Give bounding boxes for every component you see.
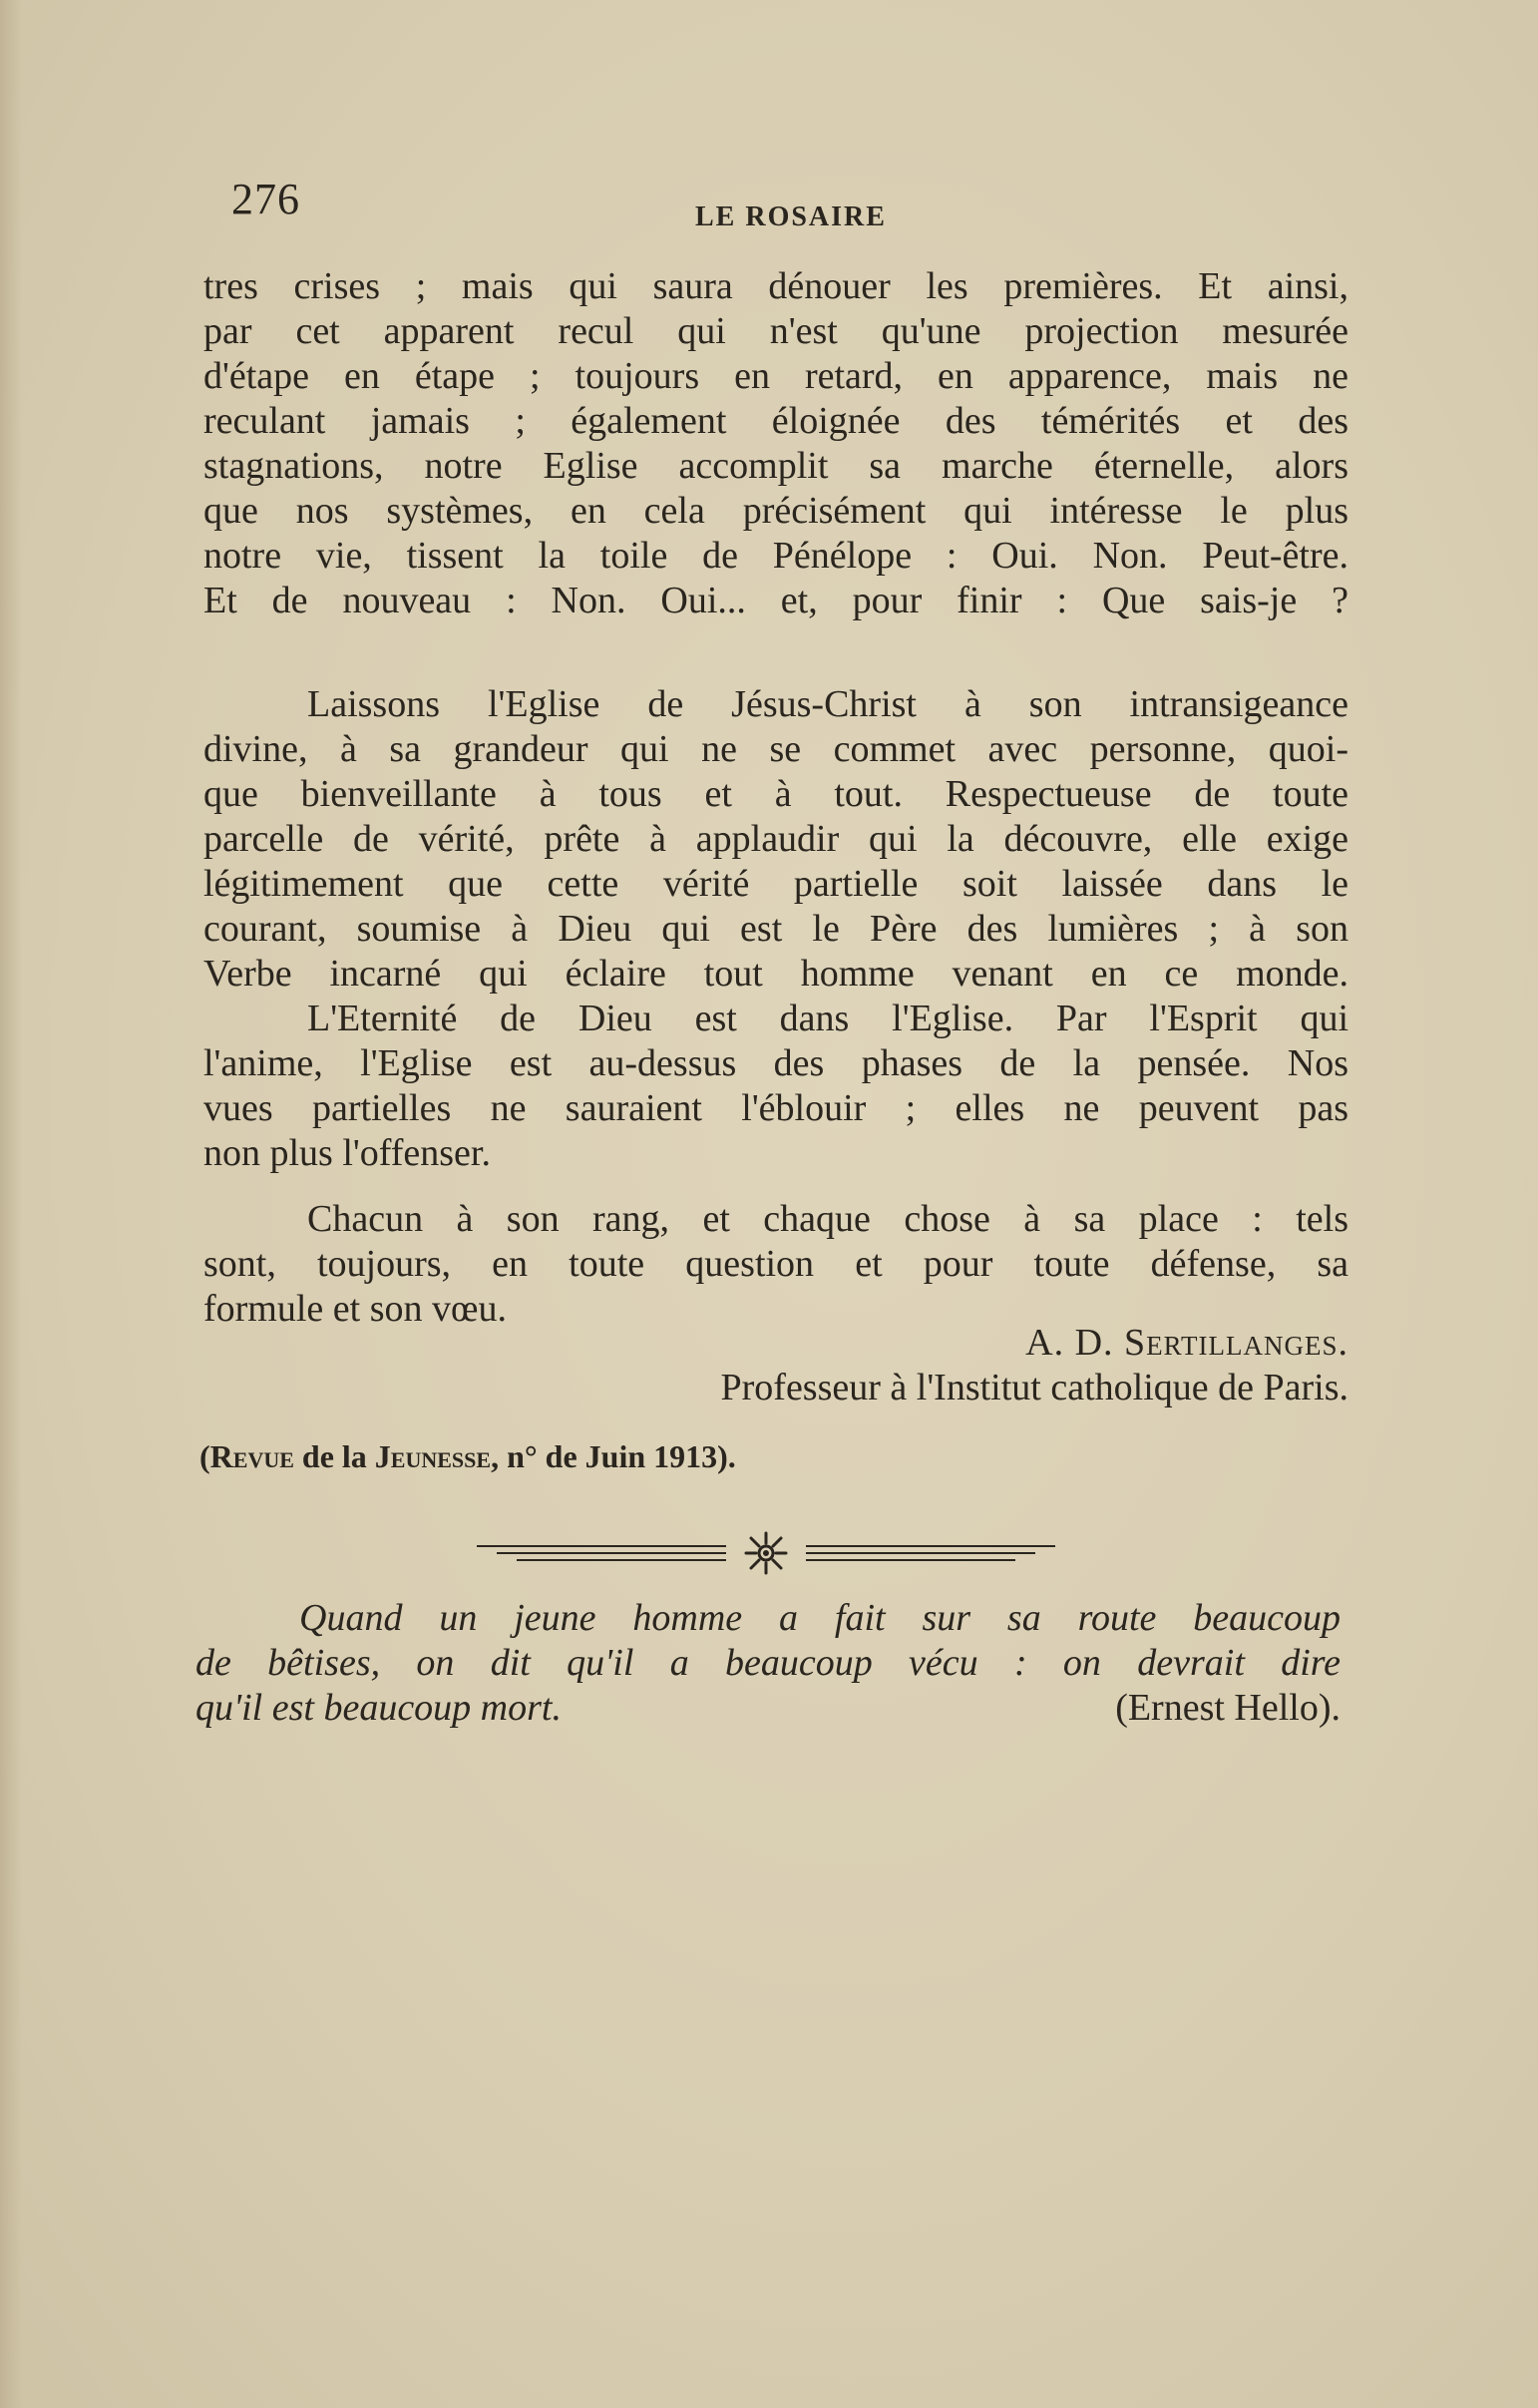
paragraph-line: que bienveillante à tous et à tout. Respectueuse de toute	[203, 773, 1348, 815]
paragraph-3	[203, 1197, 1348, 1332]
paragraph-line: Verbe incarné qui éclaire tout homme venant en ce monde.	[203, 953, 1348, 995]
paragraph-line: que nos systèmes, en cela précisément qui intéresse le plus	[203, 490, 1348, 532]
signature-block	[721, 1321, 1349, 1410]
paragraph-line: L'Eternité de Dieu est dans l'Eglise. Par l'Esprit qui	[307, 998, 1348, 1039]
paragraph-line: tres crises ; mais qui saura dénouer les premières. Et ainsi,	[203, 265, 1348, 307]
paragraph-line: parcelle de vérité, prête à applaudir qui la découvre, elle exige	[203, 818, 1348, 860]
paragraph-line: sont, toujours, en toute question et pour toute défense, sa	[203, 1243, 1348, 1285]
divider-left-rules	[477, 1546, 726, 1560]
section-divider-ornament	[477, 1528, 1055, 1578]
paragraph-line: Chacun à son rang, et chaque chose à sa place : tels	[307, 1198, 1348, 1240]
source-rest: , n° de Juin 1913).	[491, 1438, 736, 1474]
signature-author: A. D. Sertillanges.	[1025, 1322, 1348, 1364]
paragraph-line: divine, à sa grandeur qui ne se commet avec personne, quoi-	[203, 728, 1348, 770]
signature-title: Professeur à l'Institut catholique de Paris.	[720, 1367, 1348, 1408]
source-de-la: de la	[293, 1438, 375, 1474]
epigraph-quote	[195, 1596, 1341, 1731]
paragraph-line: reculant jamais ; également éloignée des témérités et des	[203, 400, 1348, 442]
quote-last-line-row	[195, 1686, 1341, 1731]
paragraph-line: stagnations, notre Eglise accomplit sa marche éternelle, alors	[203, 445, 1348, 487]
paragraph-line: légitimement que cette vérité partielle soit laissée dans le	[203, 863, 1348, 905]
divider-ornament-svg	[477, 1528, 1055, 1578]
paragraph-2	[203, 682, 1348, 1176]
paragraph-line: Laissons l'Eglise de Jésus-Christ à son intransigeance	[307, 683, 1348, 725]
running-title: LE ROSAIRE	[695, 201, 887, 232]
paragraph-line: vues partielles ne sauraient l'éblouir ; elles ne peuvent pas	[203, 1087, 1348, 1129]
paragraph-line: d'étape en étape ; toujours en retard, en apparence, mais ne	[203, 355, 1348, 397]
paragraph-line: formule et son vœu.	[203, 1288, 507, 1330]
paragraph-line: par cet apparent recul qui n'est qu'une projection mesurée	[203, 310, 1348, 352]
paragraph-line: notre vie, tissent la toile de Pénélope : Oui. Non. Peut-être.	[203, 535, 1348, 577]
paragraph-line: Et de nouveau : Non. Oui... et, pour finir : Que sais-je ?	[203, 580, 1348, 621]
quote-line: Quand un jeune homme a fait sur sa route beaucoup	[299, 1597, 1341, 1639]
quote-last-line: qu'il est beaucoup mort.	[195, 1687, 562, 1729]
page-header	[231, 172, 1348, 241]
quote-line: de bêtises, on dit qu'il a beaucoup vécu : on devrait dire	[195, 1642, 1341, 1684]
quote-attribution: (Ernest Hello).	[1115, 1687, 1341, 1729]
source-jeunesse: Jeunesse	[374, 1438, 492, 1474]
source-citation	[199, 1434, 736, 1479]
paragraph-line: courant, soumise à Dieu qui est le Père des lumières ; à son	[203, 908, 1348, 950]
star-flower-icon	[746, 1533, 786, 1573]
paragraph-line: non plus l'offenser.	[203, 1132, 491, 1174]
divider-right-rules	[806, 1546, 1055, 1560]
page-number: 276	[231, 175, 300, 223]
paragraph-line: l'anime, l'Eglise est au-dessus des phases de la pensée. Nos	[203, 1042, 1348, 1084]
paragraph-1	[203, 264, 1348, 623]
source-revue: Revue	[209, 1438, 294, 1474]
source-open: (	[199, 1438, 210, 1474]
page-gutter-shadow	[0, 0, 22, 2408]
